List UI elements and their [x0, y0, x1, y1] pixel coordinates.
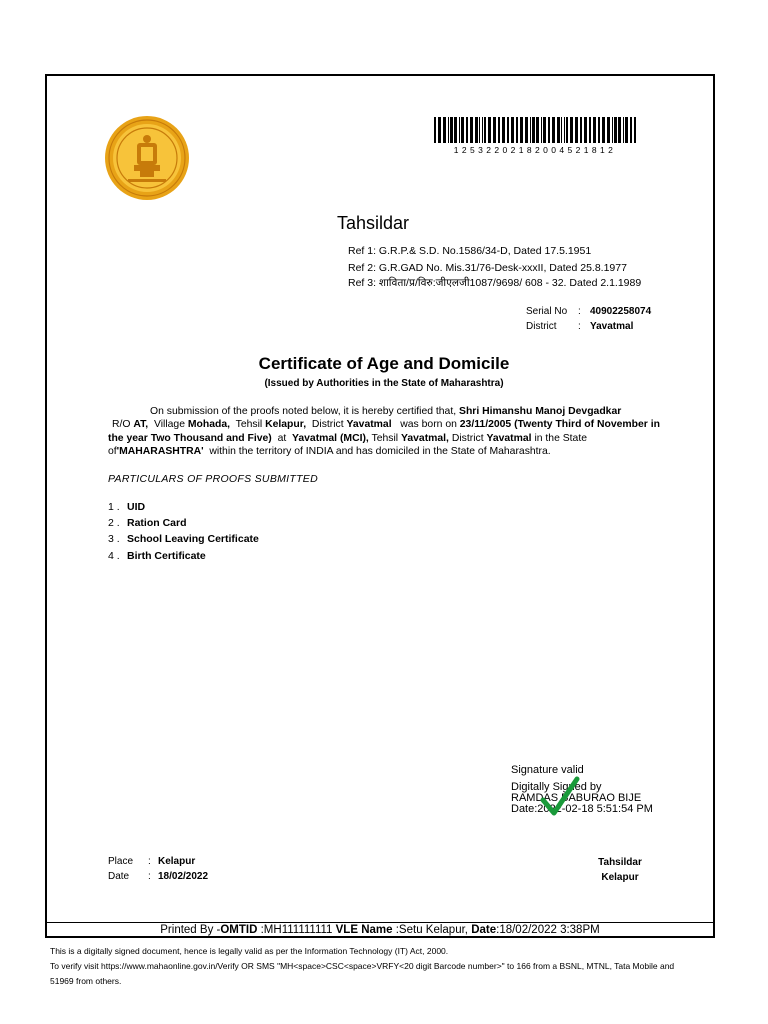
vle-value: :Setu Kelapur, [395, 924, 468, 936]
place-colon: : [148, 856, 151, 867]
signature-status: Signature valid [511, 764, 584, 776]
district2-value: Yavatmal [486, 432, 532, 444]
printed-date-label: Date [471, 924, 497, 936]
tehsil2-label: Tehsil [371, 432, 399, 444]
maharashtra-emblem-icon [104, 115, 190, 201]
verify-note-cont: 51969 from others. [50, 976, 122, 986]
proof-item: 4 . Birth Certificate [108, 550, 206, 562]
district2-label: District [451, 432, 484, 444]
village-value: Mohada, [187, 419, 231, 431]
issuing-office-title: Tahsildar [337, 213, 410, 233]
address-at: AT, [133, 419, 149, 431]
signature-signed-by: Digitally Signed by [511, 781, 602, 793]
proof-item: 1 . UID [108, 501, 146, 513]
serial-colon: : [578, 306, 581, 317]
printed-by-bar [45, 922, 715, 938]
place-value: Kelapur [158, 856, 196, 867]
domicile-tail: within the territory of INDIA and has domiciled in the State of Maharashtra. [209, 446, 551, 458]
signature-valid-check-icon [540, 776, 580, 818]
tehsil-value: Kelapur, [265, 419, 307, 431]
signature-date: Date:2022-02-18 5:51:54 PM [511, 803, 653, 815]
in-state-label: in the State of [108, 432, 588, 458]
at-label: at [277, 432, 287, 444]
proof-item: 3 . School Leaving Certificate [108, 533, 259, 545]
intro-text: On submission of the proofs noted below, it is hereby certified that, [150, 406, 457, 417]
place-label: Place [108, 856, 134, 867]
barcode-number: 12532202182004521812 [453, 145, 617, 155]
applicant-name: Shri Himanshu Manoj Devgadkar [459, 406, 622, 417]
reference-1: Ref 1: G.R.P.& S.D. No.1586/34-D, Dated 17.5.1951 [348, 245, 592, 257]
reference-2: Ref 2: G.R.GAD No. Mis.31/76-Desk-xxxII, Dated 25.8.1977 [348, 262, 627, 274]
certificate-title: Certificate of Age and Domicile [258, 354, 510, 373]
vle-label: VLE Name [335, 924, 393, 936]
serial-value: 40902258074 [590, 306, 652, 317]
district-colon: : [578, 321, 581, 332]
signing-authority-place: Kelapur [601, 872, 639, 883]
tehsil-label: Tehsil [235, 419, 263, 431]
omtid-value: :MH111111111 [260, 924, 333, 936]
serial-label: Serial No [526, 306, 568, 317]
barcode-image [434, 117, 636, 143]
born-text: was born on [400, 419, 457, 431]
certificate-subtitle: (Issued by Authorities in the State of Maharashtra) [264, 378, 504, 389]
signature-signer: RAMDAS BABURAO BIJE [511, 792, 642, 804]
date-value: 18/02/2022 [158, 871, 209, 882]
date-label: Date [108, 871, 130, 882]
printed-prefix: Printed By - [160, 924, 221, 936]
verify-note: To verify visit https://www.mahaonline.gov.in/Verify OR SMS "MH<space>CSC<space>VRFY<20 digit Barcode number>" to 166 from a BSNL, MTNL, Tata Mobile and [50, 961, 675, 971]
reference-3: Ref 3: शाविता/प्र/विरु:जीएलजी1087/9698/ 608 - 32. Dated 2.1.1989 [348, 277, 642, 289]
date-colon: : [148, 871, 151, 882]
tehsil2-value: Yavatmal, [401, 432, 449, 444]
certification-paragraph [108, 405, 660, 459]
omtid-label: OMTID [220, 924, 258, 936]
ro-label: R/O [112, 419, 131, 431]
village-label: Village [153, 419, 185, 431]
district-value-text: Yavatmal [346, 419, 392, 431]
proof-item: 2 . Ration Card [108, 517, 187, 529]
date-of-birth: 23/11/2005 (Twenty Third of November in the year Two Thousand and Five) [108, 419, 660, 444]
district-value: Yavatmal [590, 321, 634, 332]
state-value: 'MAHARASHTRA' [116, 446, 204, 458]
printed-date-value: :18/02/2022 3:38PM [496, 924, 600, 936]
district-label-text: District [311, 419, 344, 431]
legal-note: This is a digitally signed document, hence is legally valid as per the Information Technology (IT) Act, 2000. [50, 946, 449, 956]
birthplace: Yavatmal (MCI), [292, 432, 369, 444]
proofs-heading: PARTICULARS OF PROOFS SUBMITTED [108, 473, 318, 485]
signing-authority-title: Tahsildar [598, 857, 642, 868]
district-label: District [526, 321, 557, 332]
